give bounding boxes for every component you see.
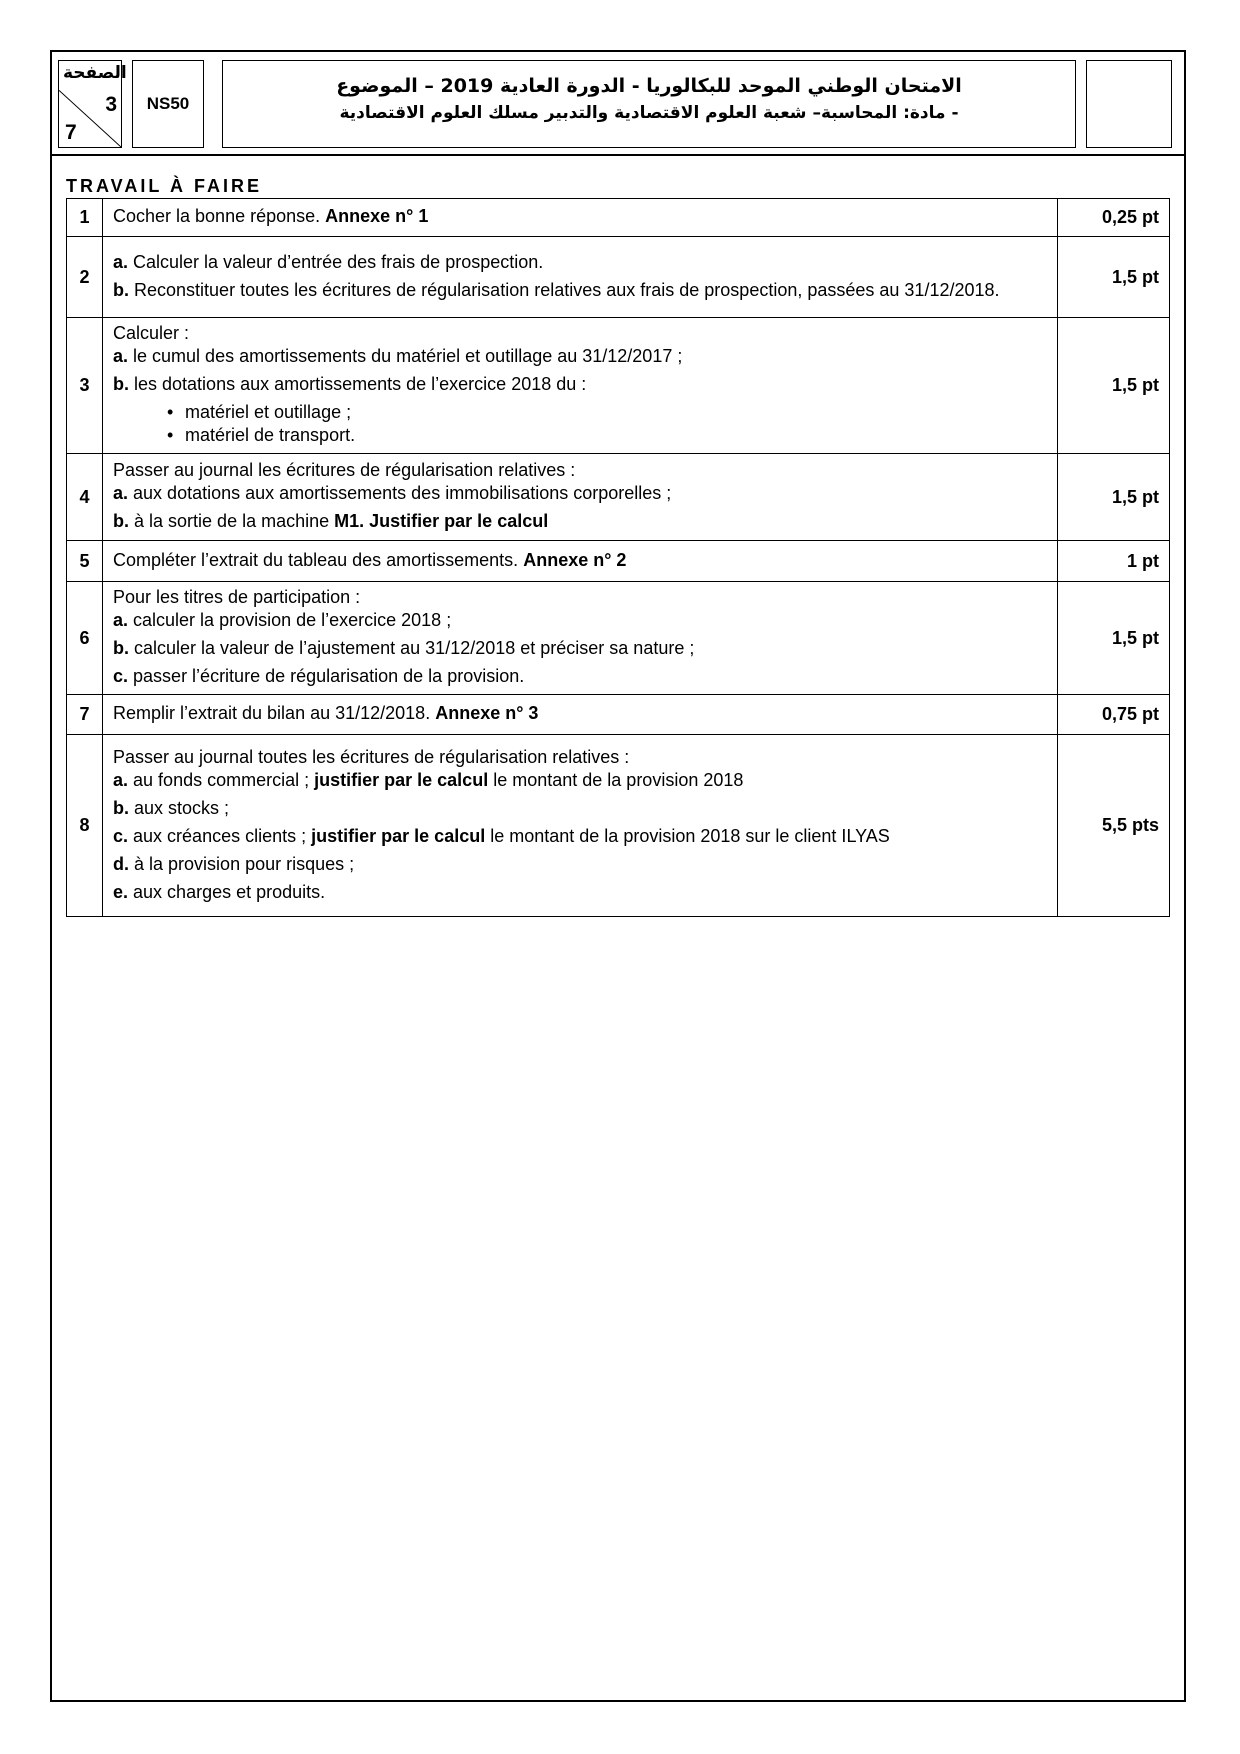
item-text: aux dotations aux amortissements des immobilisations corporelles ; — [133, 483, 672, 503]
task-content — [103, 237, 1058, 318]
bullet-item: • matériel de transport. — [113, 424, 1047, 447]
task-lead: Calculer : — [113, 323, 190, 343]
item-label: a. — [113, 769, 129, 790]
item-label: d. — [113, 853, 129, 874]
item-label: c. — [113, 825, 129, 846]
table-row — [67, 199, 1170, 237]
annex-ref: Annexe n° 3 — [435, 703, 539, 723]
item-text: le montant de la provision 2018 sur le client ILYAS — [490, 825, 890, 846]
item-label: b. — [113, 638, 129, 658]
page-number-box — [58, 60, 127, 148]
table-row — [67, 454, 1170, 541]
item-label: b. — [113, 797, 129, 818]
item-text: aux créances clients ; — [133, 825, 307, 846]
item-label: a. — [113, 346, 129, 366]
task-points: 1 pt — [1058, 541, 1170, 582]
item-text: Reconstituer toutes les écritures de régularisation relatives aux frais de prospection, passées au 31/12/2018. — [134, 279, 1000, 300]
table-row — [67, 582, 1170, 695]
item-text: le montant de la provision 2018 — [493, 769, 744, 790]
exam-title-line2: - مادة: المحاسبة– شعبة العلوم الاقتصادية والتدبير مسلك العلوم الاقتصادية — [339, 103, 959, 123]
task-points: 1,5 pt — [1058, 454, 1170, 541]
task-number: 6 — [67, 582, 103, 695]
bullet-item: • matériel et outillage ; — [113, 401, 1047, 424]
item-text: le cumul des amortissements du matériel et outillage au 31/12/2017 ; — [133, 346, 683, 366]
item-text: aux charges et produits. — [133, 881, 326, 902]
item-label: b. — [113, 511, 129, 531]
table-row — [67, 541, 1170, 582]
exam-header — [52, 52, 1184, 156]
empty-box — [1086, 60, 1172, 148]
task-text: Remplir l’extrait du bilan au 31/12/2018. — [113, 703, 431, 723]
item-emphasis: M1. Justifier par le calcul — [334, 511, 549, 531]
task-number: 2 — [67, 237, 103, 318]
task-content — [103, 318, 1058, 454]
page-frame — [50, 50, 1186, 1702]
item-text: à la provision pour risques ; — [134, 853, 355, 874]
task-points: 1,5 pt — [1058, 318, 1170, 454]
item-text: les dotations aux amortissements de l’exercice 2018 du : — [134, 374, 587, 394]
item-text: aux stocks ; — [134, 797, 230, 818]
annex-ref: Annexe n° 2 — [523, 549, 627, 570]
page-current: 3 — [105, 93, 117, 116]
item-text: passer l’écriture de régularisation de la provision. — [133, 666, 525, 686]
task-text: Cocher la bonne réponse. — [113, 206, 321, 226]
page-label: الصفحة — [63, 63, 127, 83]
task-lead: Passer au journal toutes les écritures de régularisation relatives : — [113, 746, 630, 767]
item-text: Calculer la valeur d’entrée des frais de prospection. — [133, 251, 544, 272]
task-lead: Pour les titres de participation : — [113, 587, 361, 607]
task-points: 0,25 pt — [1058, 199, 1170, 237]
task-points: 1,5 pt — [1058, 237, 1170, 318]
task-content — [103, 735, 1058, 917]
tasks-table — [66, 198, 1170, 917]
item-emphasis: justifier par le calcul — [311, 825, 486, 846]
task-number: 7 — [67, 695, 103, 735]
item-text: calculer la provision de l’exercice 2018 ; — [133, 610, 452, 630]
item-text: au fonds commercial ; — [133, 769, 310, 790]
task-number: 3 — [67, 318, 103, 454]
task-content — [103, 541, 1058, 582]
item-label: a. — [113, 483, 129, 503]
item-label: c. — [113, 666, 129, 686]
task-number: 4 — [67, 454, 103, 541]
task-content — [103, 695, 1058, 735]
task-number: 1 — [67, 199, 103, 237]
item-label: e. — [113, 881, 129, 902]
task-text: Compléter l’extrait du tableau des amortissements. — [113, 549, 519, 570]
task-number: 5 — [67, 541, 103, 582]
annex-ref: Annexe n° 1 — [325, 206, 429, 226]
item-label: b. — [113, 374, 129, 394]
item-label: a. — [113, 610, 129, 630]
table-row — [67, 735, 1170, 917]
section-title: TRAVAIL À FAIRE — [66, 176, 263, 196]
table-row — [67, 695, 1170, 735]
task-points: 0,75 pt — [1058, 695, 1170, 735]
item-label: b. — [113, 279, 129, 300]
item-label: a. — [113, 251, 129, 272]
table-row — [67, 237, 1170, 318]
task-number: 8 — [67, 735, 103, 917]
task-points: 5,5 pts — [1058, 735, 1170, 917]
task-content — [103, 582, 1058, 695]
task-points: 1,5 pt — [1058, 582, 1170, 695]
exam-title-box — [222, 60, 1076, 148]
page-total: 7 — [65, 121, 77, 144]
task-content — [103, 454, 1058, 541]
item-emphasis: justifier par le calcul — [314, 769, 489, 790]
task-lead: Passer au journal les écritures de régularisation relatives : — [113, 460, 576, 480]
exam-title-line1: الامتحان الوطني الموحد للبكالوريا - الدورة العادية 2019 – الموضوع — [336, 75, 962, 97]
table-row — [67, 318, 1170, 454]
item-text: calculer la valeur de l’ajustement au 31/12/2018 et préciser sa nature ; — [134, 638, 695, 658]
task-content — [103, 199, 1058, 237]
exam-code: NS50 — [132, 60, 204, 148]
item-text: à la sortie de la machine — [134, 511, 330, 531]
